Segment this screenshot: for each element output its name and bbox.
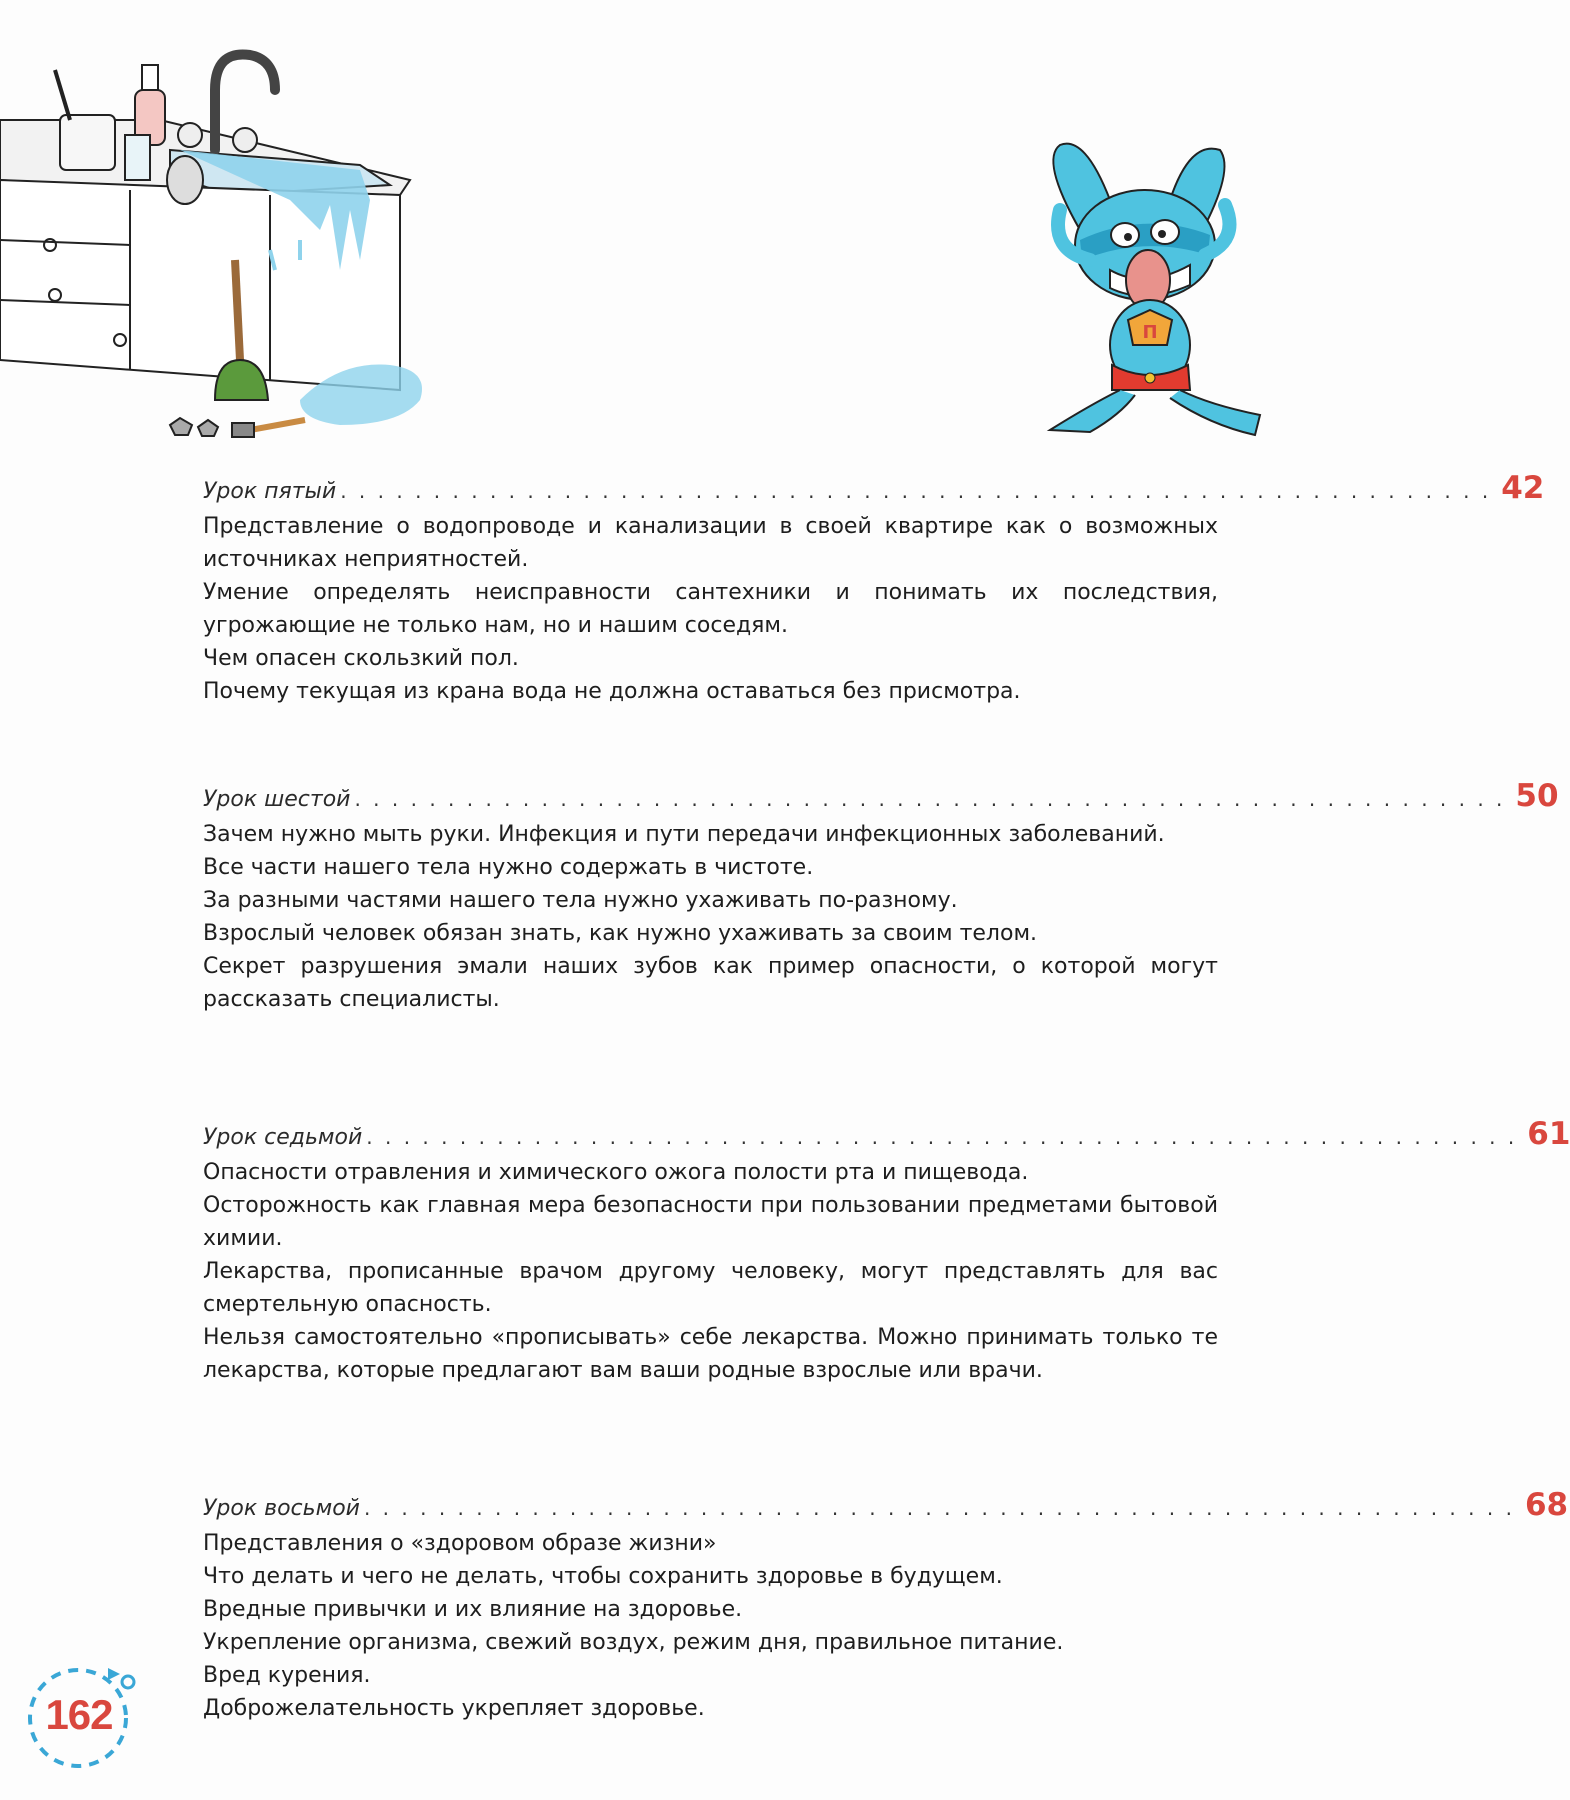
lesson-title: Урок шестой	[203, 787, 351, 812]
dot-leader: . . . . . . . . . . . . . . . . . . . . . . . . . . . . . . . . . . . . . . . . . . . . . . . . . . . . . . . . . . . . . .	[366, 1125, 1518, 1149]
mascot-illustration	[1030, 140, 1280, 440]
lesson-title: Урок восьмой	[203, 1496, 360, 1521]
lesson-page-number: 61	[1527, 1116, 1570, 1152]
lesson-section-7	[203, 1116, 1570, 1387]
description-line: Вредные привычки и их влияние на здоровье.	[203, 1597, 743, 1622]
lesson-title: Урок седьмой	[203, 1125, 363, 1150]
description-line: Секрет разрушения эмали наших зубов как пример опасности, о которой могут рассказать специалисты.	[203, 954, 1218, 1012]
kitchen-sink-illustration	[0, 30, 420, 440]
dot-leader: . . . . . . . . . . . . . . . . . . . . . . . . . . . . . . . . . . . . . . . . . . . . . . . . . . . . . . . . . . . . . .	[340, 479, 1492, 503]
description-line: Вред курения.	[203, 1663, 371, 1688]
description-line: Представление о водопроводе и канализации в своей квартире как о возможных источниках неприятностей.	[203, 514, 1218, 572]
description-line: Представления о «здоровом образе жизни»	[203, 1531, 717, 1556]
description-line: Нельзя самостоятельно «прописывать» себе лекарства. Можно принимать только те лекарства, которые предлагают вам ваши родные взрослые или врачи.	[203, 1325, 1218, 1383]
lesson-description	[203, 1527, 1218, 1725]
description-line: Все части нашего тела нужно содержать в чистоте.	[203, 855, 814, 880]
lesson-section-5	[203, 470, 1545, 708]
lesson-description	[203, 818, 1218, 1016]
description-line: Что делать и чего не делать, чтобы сохранить здоровье в будущем.	[203, 1564, 1003, 1589]
lesson-description	[203, 1156, 1218, 1387]
lesson-description	[203, 510, 1218, 708]
description-line: Зачем нужно мыть руки. Инфекция и пути передачи инфекционных заболеваний.	[203, 822, 1165, 847]
mascot-badge-letter: П	[1142, 322, 1158, 343]
lesson-page-number: 68	[1524, 1487, 1569, 1523]
lesson-page-number: 50	[1515, 778, 1559, 814]
page-number: 162	[45, 1691, 113, 1738]
dot-leader: . . . . . . . . . . . . . . . . . . . . . . . . . . . . . . . . . . . . . . . . . . . . . . . . . . . . . . . . . . . . . .	[354, 787, 1506, 811]
lesson-section-6	[203, 778, 1559, 1016]
description-line: Опасности отравления и химического ожога полости рта и пищевода.	[203, 1160, 1029, 1185]
description-line: За разными частями нашего тела нужно ухаживать по-разному.	[203, 888, 958, 913]
lesson-title: Урок пятый	[203, 479, 337, 504]
description-line: Лекарства, прописанные врачом другому человеку, могут представлять для вас смертельную опасность.	[203, 1259, 1218, 1317]
description-line: Чем опасен скользкий пол.	[203, 646, 519, 671]
description-line: Доброжелательность укрепляет здоровье.	[203, 1696, 705, 1721]
lesson-page-number: 42	[1501, 470, 1545, 506]
lesson-section-8	[203, 1487, 1569, 1725]
dot-leader: . . . . . . . . . . . . . . . . . . . . . . . . . . . . . . . . . . . . . . . . . . . . . . . . . . . . . . . . . . . . . .	[363, 1496, 1515, 1520]
lesson-heading	[203, 1487, 1569, 1527]
lesson-heading	[203, 778, 1559, 818]
description-line: Взрослый человек обязан знать, как нужно ухаживать за своим телом.	[203, 921, 1038, 946]
description-line: Укрепление организма, свежий воздух, режим дня, правильное питание.	[203, 1630, 1064, 1655]
description-line: Почему текущая из крана вода не должна оставаться без присмотра.	[203, 679, 1021, 704]
lesson-heading	[203, 470, 1545, 510]
description-line: Умение определять неисправности сантехники и понимать их последствия, угрожающие не только нам, но и нашим соседям.	[203, 580, 1218, 638]
description-line: Осторожность как главная мера безопасности при пользовании предметами бытовой химии.	[203, 1193, 1218, 1251]
lesson-heading	[203, 1116, 1570, 1156]
page-number-badge	[20, 1660, 140, 1770]
table-of-contents	[203, 470, 1570, 1725]
